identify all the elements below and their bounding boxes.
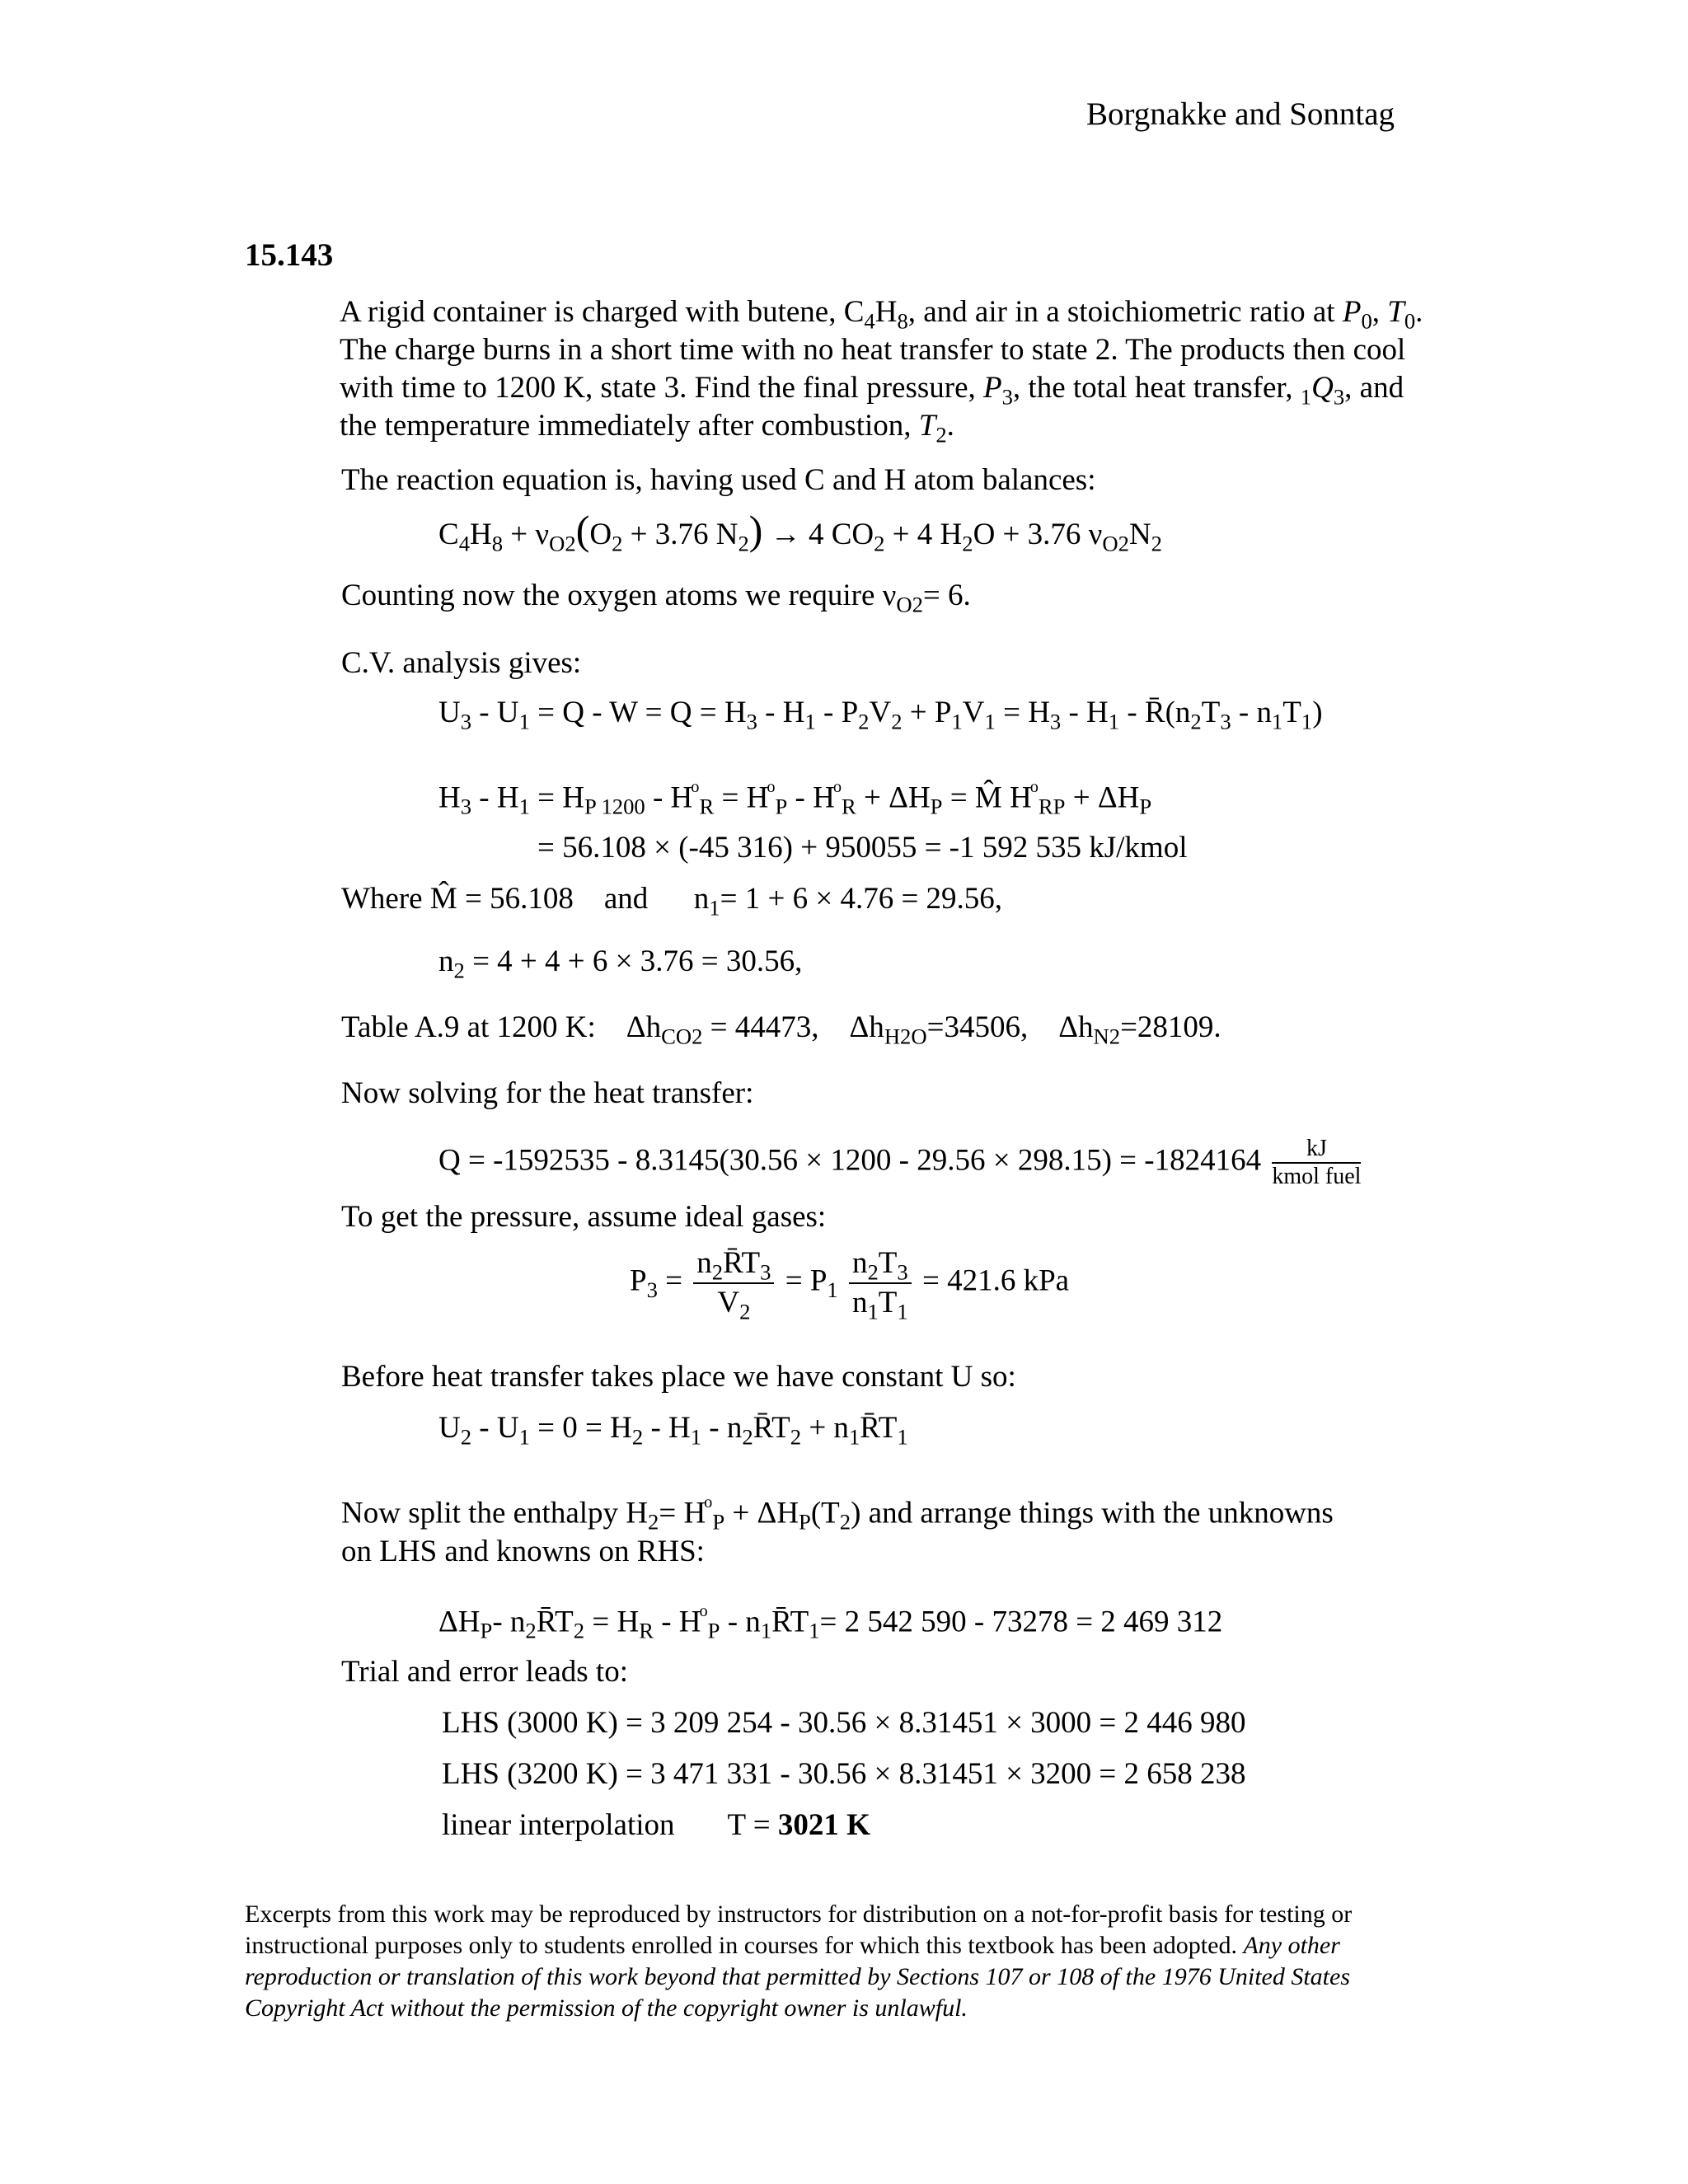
unit-fraction: $\frac{kJ}{\text{kmol fuel}}$: [1272, 1136, 1362, 1189]
lhs-3000: LHS (3000 K) = 3 209 254 - 30.56 × 8.31451 × 3000 = 2 446 980: [442, 1706, 1246, 1740]
reaction-equation: $C_4H_8 + \nu_{O2}(O_2 + 3.76$ $N_2) \to 4$ $CO_2 + 4$ $H_2O + 3.76$ $\nu_{O2}N_2$: [438, 507, 1162, 556]
oxygen-count: Counting now the oxygen atoms we require $\nu_{O2}= 6$.: [341, 579, 971, 617]
enthalpy-value: = 56.108 × (-45 316) + 950055 = -1 592 535 kJ/kmol: [537, 831, 1188, 865]
problem-number: 15.143: [245, 237, 334, 273]
copyright-footer: Excerpts from this work may be reproduced by instructors for distribution on a not-for-profit basis for testing or instructional purposes only to students enrolled in courses for which this textbook has been adopted. Any other reproduction or translation of this work beyond that permitted by Sections 107 or 108 of the 1976 United States Copyright Act without the permission of the copyright owner is unlawful.: [245, 1900, 1353, 2022]
heat-equation: Q = -1592535 - 8.3145(30.56 × 1200 - 29.56 × 298.15) = -1824164 $\frac{kJ}{\text{kmol fuel}}$: [438, 1136, 1362, 1189]
trial-intro: Trial and error leads to:: [341, 1655, 628, 1689]
heat-intro: Now solving for the heat transfer:: [341, 1076, 754, 1110]
pressure-intro: To get the pressure, assume ideal gases:: [341, 1200, 827, 1234]
split-line-1: Now split the enthalpy $H_2= H^o_P + \Delta H_P(T_2)$ and arrange things with the unknowns: [341, 1493, 1334, 1535]
cv-intro: C.V. analysis gives:: [341, 646, 582, 680]
energy-equation: $U_3 - U_1 = Q - W = Q = H_3 - H_1 - P_2V_2 + P_1V_1 = H_3 - H_1$ - $R̄(n_2T_3 - n_1T_1)$: [438, 696, 1323, 734]
enthalpy-equation: $H_3 - H_1 = H_{P 1200} - H^o_R = H^o_P - H^o_R + \Delta H_P$ = M̂ $H^o_{RP} + \Delta H_P$: [438, 778, 1152, 819]
n2-line: $n_2 = 4 + 4 + 6 \times 3.76 = 30.56$,: [438, 944, 803, 983]
u-equation: $U_2 - U_1 = 0 = H_2 - H_1$ - $n_2R̄T_2$ + $n_1R̄T_1$: [438, 1411, 908, 1450]
lhs-equation: $\Delta H_P-$ $n_2R̄T_2 = H_R - H^o_P$ - $n_1R̄T_1= 2$ 542 590 - 73278 = 2 469 312: [438, 1602, 1223, 1643]
running-head: Borgnakke and Sonntag: [1086, 96, 1395, 132]
constant-u-line: Before heat transfer takes place we have constant U so:: [341, 1360, 1016, 1394]
where-line: Where M̂ = 56.108 and $n_1= 1 + 6 \times 4.76 = 29.56$,: [341, 882, 1003, 921]
final-temperature: 3021 K: [777, 1808, 870, 1842]
interpolation-line: linear interpolation T = 3021 K: [442, 1808, 870, 1842]
lhs-3200: LHS (3200 K) = 3 471 331 - 30.56 × 8.31451 × 3200 = 2 658 238: [442, 1757, 1246, 1791]
pressure-equation: $P_3$ = $\frac{n_2R̄T_3}{V_2}$ = $P_1$ $\frac{n_2T_3}{n_1T_1}$ = 421.6 kPa: [630, 1246, 1070, 1324]
split-line-2: on LHS and knowns on RHS:: [341, 1535, 705, 1568]
reaction-intro: The reaction equation is, having used C and H atom balances:: [341, 463, 1096, 497]
problem-statement: A rigid container is charged with butene, $C_4H_8$, and air in a stoichiometric ratio at $P_0$, $T_0$. The charge burns in a short time with no heat transfer to state 2. The products then cool with time to 1200 K, state 3. Find the final pressure, $P_3$, the total heat transfer, $_1Q_3$, and the temperature immediately after combustion, $T_2$.: [340, 295, 1423, 448]
table-line: Table A.9 at 1200 K: $\Delta h_{CO2} = 44473$, $\Delta h_{H2O}=34506$, $\Delta h_{N2}=28109$.: [341, 1010, 1221, 1049]
